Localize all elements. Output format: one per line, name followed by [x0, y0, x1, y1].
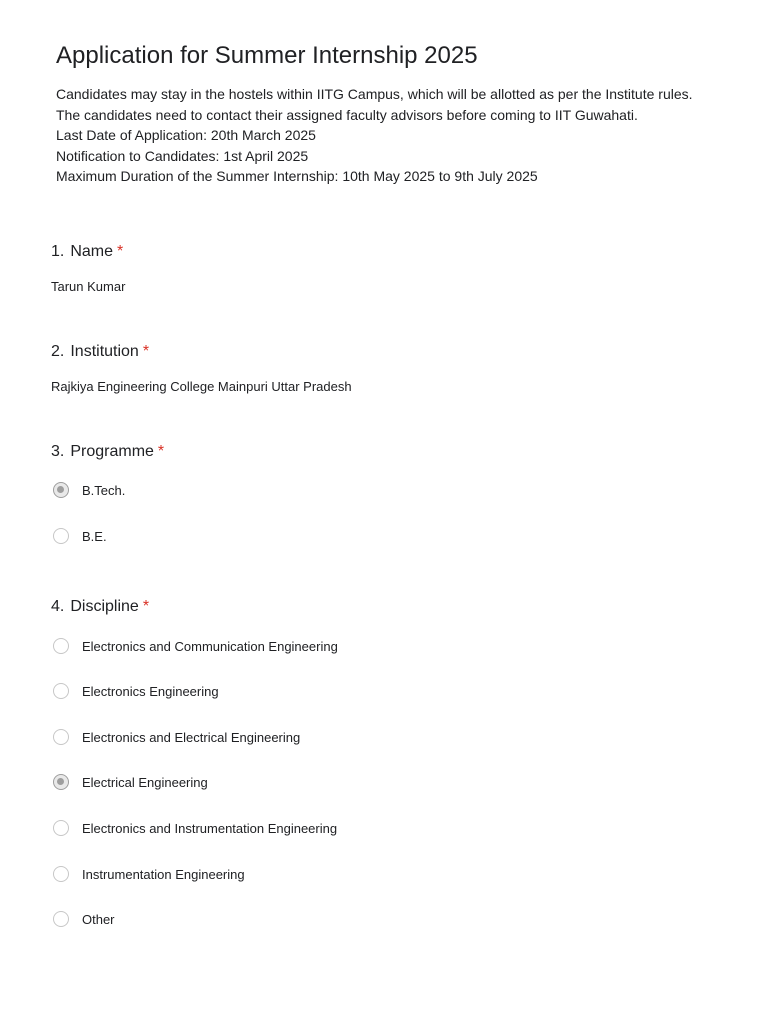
- radio-option[interactable]: [53, 908, 115, 930]
- radio-label: Electronics and Instrumentation Engineering: [82, 820, 338, 836]
- radio-button[interactable]: [53, 820, 69, 836]
- description-line: Maximum Duration of the Summer Internship: 10th May 2025 to 9th July 2025: [56, 168, 538, 184]
- description-line: Candidates may stay in the hostels within IITG Campus, which will be allotted as per the Institute rules.: [56, 86, 693, 102]
- question-programme: [51, 441, 741, 544]
- radio-label: Instrumentation Engineering: [82, 866, 245, 882]
- radio-label: B.E.: [82, 528, 107, 544]
- radio-label: Electronics Engineering: [82, 683, 219, 699]
- required-marker: *: [142, 598, 150, 615]
- question-header: [51, 341, 741, 363]
- question-header: [51, 441, 741, 463]
- radio-option[interactable]: [53, 635, 338, 657]
- radio-button[interactable]: [53, 729, 69, 745]
- question-discipline: [51, 596, 741, 927]
- question-number: 1.: [51, 243, 65, 260]
- question-number: 3.: [51, 443, 65, 460]
- description-line: The candidates need to contact their assigned faculty advisors before coming to IIT Guwahati.: [56, 106, 638, 123]
- radio-label: Electronics and Communication Engineering: [82, 638, 338, 654]
- description-line: Last Date of Application: 20th March 2025: [56, 127, 316, 143]
- description-line: Notification to Candidates: 1st April 2025: [56, 147, 309, 164]
- question-title: Discipline: [70, 598, 139, 615]
- radio-button[interactable]: [53, 866, 69, 882]
- radio-label: Electrical Engineering: [82, 774, 208, 790]
- radio-button[interactable]: [53, 528, 69, 544]
- question-name: [51, 241, 741, 294]
- radio-option[interactable]: [53, 479, 125, 501]
- radio-option[interactable]: [53, 817, 337, 839]
- radio-button[interactable]: [53, 774, 69, 790]
- form-title: Application for Summer Internship 2025: [56, 42, 478, 69]
- radio-label: Other: [82, 911, 115, 927]
- name-answer: Tarun Kumar: [51, 279, 126, 294]
- radio-button[interactable]: [53, 638, 69, 654]
- radio-option[interactable]: [53, 525, 107, 547]
- radio-button[interactable]: [53, 482, 69, 498]
- question-institution: [51, 341, 741, 394]
- required-marker: *: [117, 243, 124, 260]
- radio-option[interactable]: [53, 726, 300, 748]
- radio-option[interactable]: [53, 771, 208, 793]
- question-number: 2.: [51, 343, 65, 360]
- radio-button[interactable]: [53, 683, 69, 699]
- form-description: [56, 84, 746, 187]
- radio-option[interactable]: [53, 863, 245, 885]
- question-number: 4.: [51, 598, 65, 615]
- required-marker: *: [142, 343, 150, 360]
- question-title: Programme: [70, 443, 154, 460]
- radio-button[interactable]: [53, 911, 69, 927]
- radio-label: B.Tech.: [82, 482, 126, 498]
- question-title: Institution: [70, 343, 139, 360]
- radio-label: Electronics and Electrical Engineering: [82, 729, 301, 745]
- institution-answer: Rajkiya Engineering College Mainpuri Uttar Pradesh: [51, 379, 352, 394]
- required-marker: *: [157, 443, 165, 460]
- radio-option[interactable]: [53, 680, 219, 702]
- question-header: [51, 241, 741, 263]
- question-header: [51, 596, 741, 618]
- question-title: Name: [70, 243, 114, 260]
